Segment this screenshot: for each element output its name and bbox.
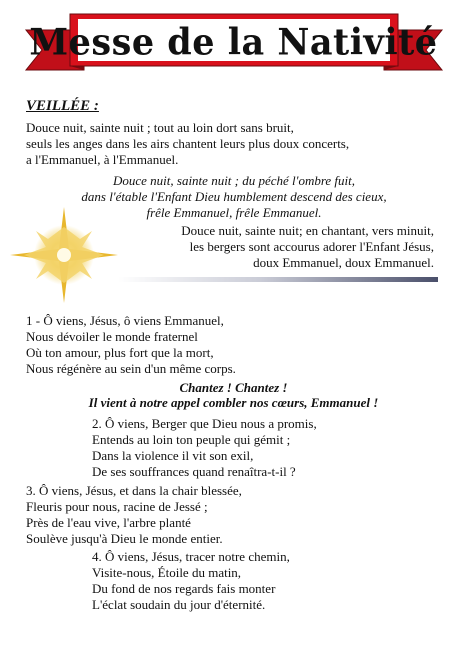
text-line: De ses souffrances quand renaîtra-t-il ? — [92, 464, 296, 479]
refrain-line: Chantez ! Chantez ! — [179, 380, 288, 395]
text-line: Soulève jusqu'à Dieu le monde entier. — [26, 531, 223, 546]
text-line: Nous régénère au sein d'un même corps. — [26, 361, 236, 376]
text-line: Douce nuit, sainte nuit ; du péché l'ombre fuit, — [112, 173, 356, 188]
text-line: seuls les anges dans les airs chantent leurs plus doux concerts, — [26, 136, 350, 151]
text-line: 2. Ô viens, Berger que Dieu nous a promis, — [92, 416, 317, 431]
star-icon — [8, 205, 120, 305]
text-line: a l'Emmanuel, à l'Emmanuel. — [26, 152, 179, 167]
text-line: Nous dévoiler le monde fraternel — [26, 329, 198, 344]
text-line: 4. Ô viens, Jésus, tracer notre chemin, — [92, 549, 290, 564]
text-line: Entends au loin ton peuple qui gémit ; — [92, 432, 291, 447]
text-line: 1 - Ô viens, Jésus, ô viens Emmanuel, — [26, 313, 224, 328]
text-line: 3. Ô viens, Jésus, et dans la chair blessée, — [26, 483, 242, 498]
section-label-veillee: VEILLÉE : — [26, 98, 99, 114]
text-line: dans l'étable l'Enfant Dieu humblement descend des cieux, — [81, 189, 387, 204]
text-line: Fleuris pour nous, racine de Jessé ; — [26, 499, 208, 514]
page-title: Messe de la Nativité — [29, 20, 438, 65]
refrain-line: Il vient à notre appel combler nos cœurs, Emmanuel ! — [88, 395, 379, 410]
veillee-paragraph-1 — [26, 120, 349, 168]
text-line: Dans la violence il vit son exil, — [92, 448, 254, 463]
text-line: frêle Emmanuel, frêle Emmanuel. — [146, 205, 322, 220]
text-line: Visite-nous, Étoile du matin, — [92, 565, 242, 580]
text-line: Douce nuit, sainte nuit; en chantant, vers minuit, — [181, 223, 434, 238]
verse-4 — [92, 549, 290, 613]
verse-2 — [92, 416, 317, 480]
text-line: L'éclat soudain du jour d'éternité. — [92, 597, 266, 612]
text-line: Près de l'eau vive, l'arbre planté — [26, 515, 191, 530]
text-line: les bergers sont accourus adorer l'Enfant Jésus, — [189, 239, 434, 254]
verse-3 — [26, 483, 242, 547]
verse-1 — [26, 313, 236, 377]
text-line: Douce nuit, sainte nuit ; tout au loin dort sans bruit, — [26, 120, 294, 135]
text-line: doux Emmanuel, doux Emmanuel. — [253, 255, 434, 270]
refrain — [0, 380, 467, 410]
veillee-paragraph-3 — [110, 223, 434, 271]
text-line: Où ton amour, plus fort que la mort, — [26, 345, 214, 360]
divider — [118, 277, 438, 282]
text-line: Du fond de nos regards fais monter — [92, 581, 276, 596]
